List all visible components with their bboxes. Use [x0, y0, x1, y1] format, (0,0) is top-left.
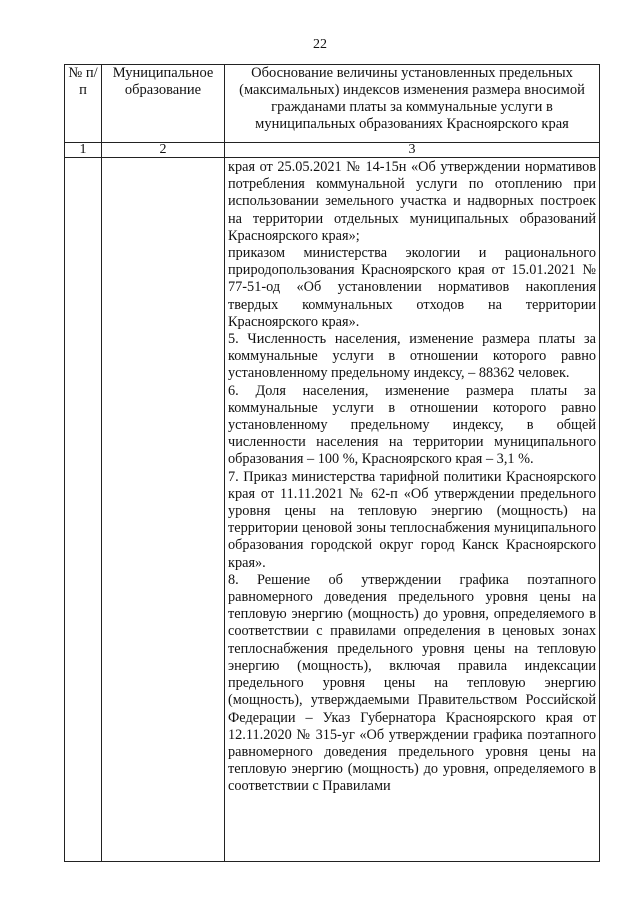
table-row: [65, 158, 600, 862]
column-numbers-row: [65, 143, 600, 158]
column-number-1: 1: [65, 143, 102, 158]
page-number: 22: [313, 37, 327, 52]
column-number-3: 3: [225, 143, 600, 158]
paragraph-price-order: 7. Приказ министерства тарифной политики Красноярского края от 11.11.2021 № 62-п «Об утверждении предельного уровня цены на тепловую энергию (мощность) на территории ценовой зоны теплоснабжения муниципального образования городской округ город Канск Красноярского края».: [228, 468, 596, 571]
row-number-cell: [65, 158, 102, 862]
paragraph-waste-norms: приказом министерства экологии и рационального природопользования Красноярского края от 15.01.2021 № 77-51-од «Об установлении нормативов накопления твердых коммунальных отходов на территории Красноярского края».: [228, 245, 596, 330]
column-number-2: 2: [102, 143, 225, 158]
header-municipality: Муниципальное образование: [102, 65, 225, 143]
indices-table: [64, 64, 600, 862]
row-justification-cell: [225, 158, 600, 862]
row-municipality-cell: [102, 158, 225, 862]
header-number: № п/п: [65, 65, 102, 143]
paragraph-population-share: 6. Доля населения, изменение размера платы за коммунальные услуги в отношении которого равно установленному предельному индексу, в общей численности населения на территории муниципального образования – 100 %, Красноярского края – 3,1 %.: [228, 382, 596, 468]
paragraph-schedule-decision: 8. Решение об утверждении графика поэтапного равномерного доведения предельного уровня цены на тепловую энергию (мощность) до уровня, определяемого в соответствии с правилами определения в ценовых зонах теплоснабжения предельного уровня цены на тепловую энергию (мощность), включая правила индексации предельного уровня цены на тепловую энергию (мощность), утверждаемыми Правительством Российской Федерации – Указ Губернатора Красноярского края от 12.11.2020 № 315-уг «Об утверждении графика поэтапного равномерного доведения предельного уровня цены на тепловую энергию (мощность) до уровня, определяемого в соответствии с Правилами: [228, 571, 596, 795]
table-header-row: [65, 65, 600, 143]
paragraph-population-count: 5. Численность населения, изменение размера платы за коммунальные услуги в отношении которого равно установленному предельному индексу, – 88362 человек.: [228, 331, 596, 382]
header-justification: Обоснование величины установленных предельных (максимальных) индексов изменения размера вносимой гражданами платы за коммунальные услуги в муниципальных образованиях Красноярского края: [225, 65, 600, 143]
paragraph-norms-heating: края от 25.05.2021 № 14-15н «Об утверждении нормативов потребления коммунальной услуги по отоплению при использовании земельного участка и надворных построек на территории отдельных муниципальных образований Красноярского края»;: [228, 159, 596, 244]
